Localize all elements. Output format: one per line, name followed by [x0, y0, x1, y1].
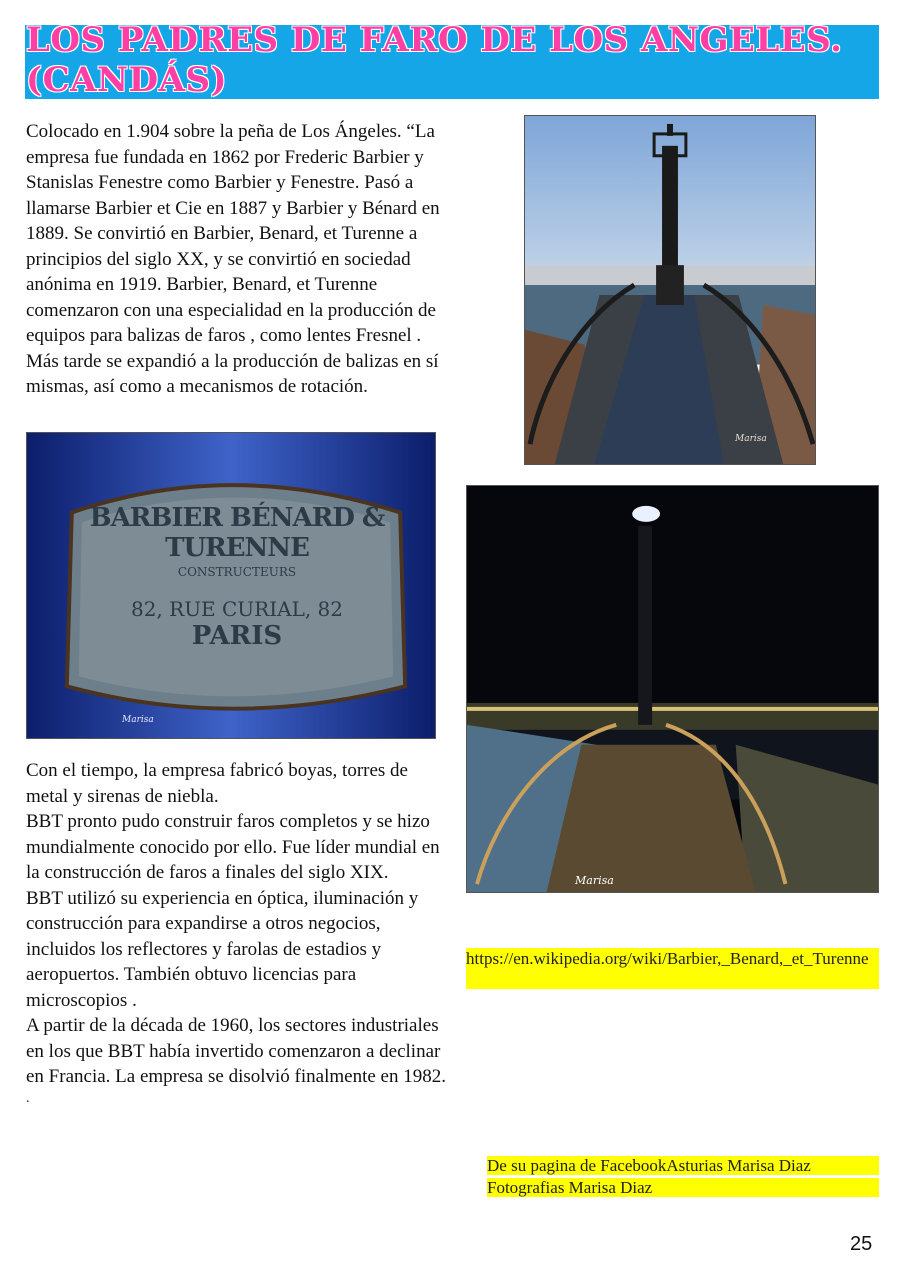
photo-signature: Marisa: [735, 434, 767, 444]
credit-facebook: De su pagina de FacebookAsturias Marisa Diaz: [487, 1156, 879, 1175]
page-number: 25: [850, 1233, 873, 1255]
photo-signature: Marisa: [575, 874, 614, 887]
history-text: [26, 758, 450, 1108]
photo-signature: Marisa: [122, 715, 154, 725]
history-paragraph: A partir de la década de 1960, los sectores industriales en los que BBT había invertido comenzaron a declinar en Francia. La empresa se disolvió finalmente en 1982.: [26, 1015, 446, 1087]
plaque-inscription: [67, 503, 407, 651]
lighthouse-day-photo: [524, 115, 816, 465]
lighthouse-night-photo: [466, 485, 879, 893]
history-paragraph: .: [26, 1090, 30, 1106]
plaque-photo: [26, 432, 436, 739]
history-paragraph: Con el tiempo, la empresa fabricó boyas, torres de metal y sirenas de niebla.: [26, 760, 408, 807]
credit-photos: Fotografias Marisa Diaz: [487, 1178, 879, 1197]
page-title: LOS PADRES DE FARO DE LOS ANGELES. (CANDÁS): [26, 20, 843, 100]
source-link[interactable]: https://en.wikipedia.org/wiki/Barbier,_Benard,_et_Turenne: [466, 948, 879, 989]
plaque-line-3: 82, RUE CURIAL, 82: [130, 597, 344, 621]
history-paragraph: BBT utilizó su experiencia en óptica, iluminación y construcción para expandirse a otros negocios, incluidos los reflectores y farolas de estadios y aeropuertos. También obtuvo licencias para microscopios .: [26, 887, 419, 1011]
plaque-line-4: PARIS: [191, 621, 283, 651]
history-paragraph: BBT pronto pudo construir faros completos y se hizo mundialmente conocido por ello. Fue líder mundial en la construcción de faros a finales del siglo XIX.: [26, 811, 440, 883]
intro-paragraph: Colocado en 1.904 sobre la peña de Los Ángeles. “La empresa fue fundada en 1862 por Frederic Barbier y Stanislas Fenestre como Barbier y Fenestre. Pasó a llamarse Barbier et Cie en 1887 y Barbier y Bénard en 1889. Se convirtió en Barbier, Benard, et Turenne a principios del siglo XX, y se convirtió en sociedad anónima en 1919. Barbier, Benard, et Turenne comenzaron con una especialidad en la producción de equipos para balizas de faros , como lentes Fresnel . Más tarde se expandió a la producción de balizas en sí mismas, así como a mecanismos de rotación.: [26, 121, 440, 397]
plaque-line-2: CONSTRUCTEURS: [177, 565, 297, 579]
plaque-line-1: BARBIER BÉNARD & TURENNE: [89, 503, 385, 563]
